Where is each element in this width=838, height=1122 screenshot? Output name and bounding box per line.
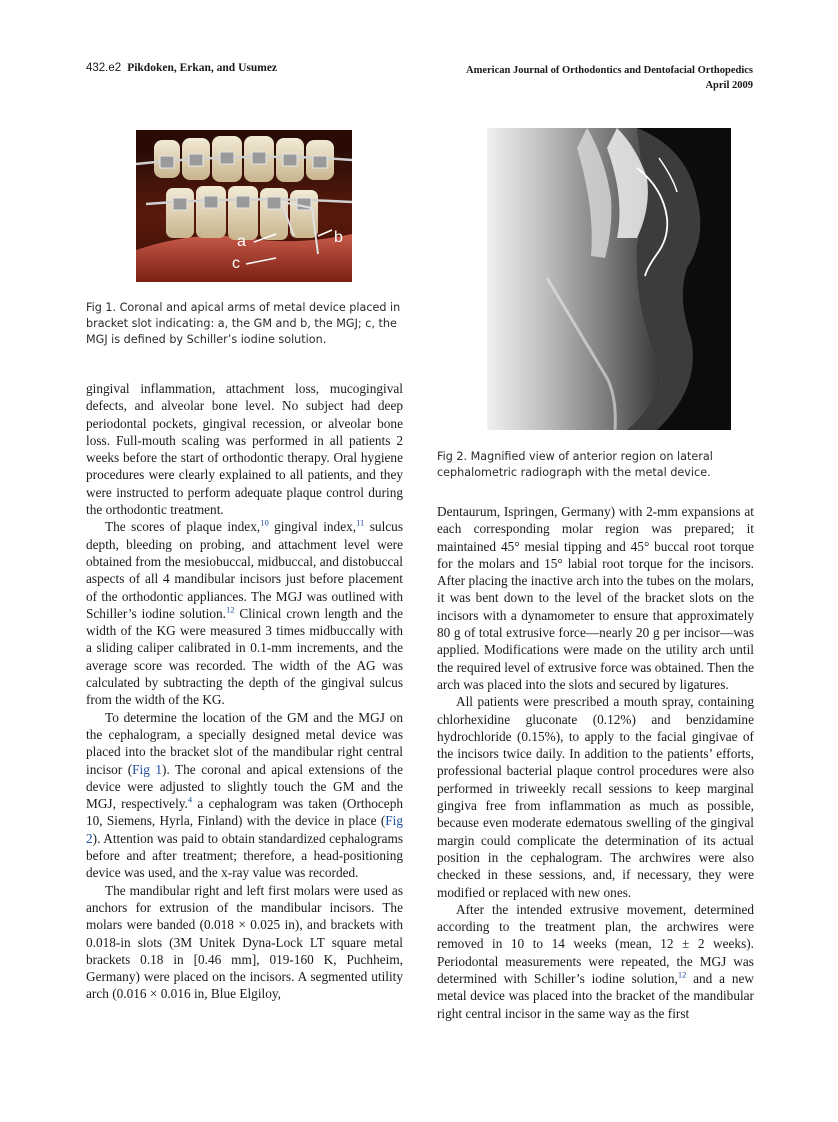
paragraph: To determine the location of the GM and the MGJ on the cephalogram, a specially designed metal device was placed into the bracket slot of the mandibular right central incisor (Fig 1). The coronal and apical extensions of the device were adjusted to slightly touch the GM and the MGJ, respectively.$^4$ a cephalogram was taken (Orthoceph 10, Siemens, Hyrla, Finland) with the device in place (Fig 2). Attention was paid to obtain standardized cephalograms before and after treatment; therefore, a head-positioning device was used, and the x-ray value was recorded. xyxy=(86,709,404,881)
paragraph: The mandibular right and left first molars were used as anchors for extrusion of the mandibular incisors. The molars were banded (0.018 × 0.025 in), and brackets with 0.018-in slots (3M Unitek Dyna-Lock LT square metal brackets 0.18 in [0.46 mm], 019-160 K, Puchheim, Germany) were placed on the incisors. A segmented utility arch (0.016 × 0.016 in, Blue Elgiloy, xyxy=(86,882,403,1002)
figure-2-caption: Fig 2. Magnified view of anterior region on lateral cephalometric radiograph with the metal device. xyxy=(437,450,713,479)
reference-link[interactable]: 12 xyxy=(677,969,687,980)
running-authors: Pikdoken, Erkan, and Usumez xyxy=(127,62,278,74)
running-header-left xyxy=(86,62,277,74)
figure-1-caption: Fig 1. Coronal and apical arms of metal device placed in bracket slot indicating: a, the GM and b, the MGJ; c, the MGJ is defined by Schiller’s iodine solution. xyxy=(86,301,401,346)
paragraph: All patients were prescribed a mouth spray, containing chlorhexidine gluconate (0.12%) and benzidamine hydrochloride (0.15%), to apply to the facial gingivae of the incisors twice daily. In addition to the patients’ efforts, professional bacterial plaque control procedures were also performed in triweekly recall sessions to keep marginal gingiva free from inflammation as much as possible, because even moderate edematous swelling of the gingival margin could complicate the determination of its actual position in the cephalogram. The archwires were also checked in these sessions, and, if necessary, they were modified or replaced with new ones. xyxy=(437,694,754,900)
paragraph: After the intended extrusive movement, determined according to the treatment plan, the archwires were removed in 10 to 14 weeks (mean, 12 ± 2 weeks). Periodontal measurements were repeated, the MGJ was determined with Schiller’s iodine solution,$^{12}$ and a new metal device was placed into the bracket of the mandibular right central incisor in the same way as the first xyxy=(437,901,754,1021)
paragraph: The scores of plaque index,$^{10}$ gingival index,$^{11}$ sulcus depth, bleeding on probing, and attachment level were obtained from the mesiobuccal, midbuccal, and distobuccal aspects of all 4 mandibular incisors just before placement of the orthodontic appliances. The MGJ was outlined with Schiller’s iodine solution.$^{12}$ Clinical crown length and the width of the KG were measured 3 times midbuccally with a sliding caliper calibrated in 0.1-mm increments, and the average score was recorded. The width of the AG was calculated by subtracting the depth of the gingival sulcus from the width of the KG. xyxy=(86,517,403,708)
journal-name: American Journal of Orthodontics and Dentofacial Orthopedics xyxy=(466,65,753,76)
figure-2-radiograph xyxy=(487,128,731,430)
figure-2-illustration xyxy=(487,128,731,430)
page-number: 432.e2 xyxy=(86,62,122,74)
reference-link[interactable]: 11 xyxy=(356,517,365,528)
figure-1-label-b: b xyxy=(334,229,343,246)
reference-link[interactable]: 4 xyxy=(187,794,193,805)
issue-date: April 2009 xyxy=(705,80,753,91)
figure-1-illustration xyxy=(136,130,352,282)
figure-1-label-a: a xyxy=(237,233,246,250)
reference-link[interactable]: 10 xyxy=(260,517,269,528)
figure-1-label-c: c xyxy=(232,255,240,272)
figure-link[interactable]: Fig 1 xyxy=(132,761,163,777)
reference-link[interactable]: 12 xyxy=(225,604,235,615)
body-column-right xyxy=(437,503,754,1022)
paragraph: gingival inflammation, attachment loss, mucogingival defects, and alveolar bone level. No subject had deep periodontal pockets, gingival recession, or alveolar bone loss. Full-mouth scaling was performed in all patients 2 weeks before the start of orthodontic therapy. Oral hygiene procedures were clearly explained to all patients, and they were instructed to perform adequate plaque control during the orthodontic treatment. xyxy=(86,381,403,518)
running-header-right xyxy=(466,63,753,93)
figure-1-photo xyxy=(136,130,352,282)
paragraph: Dentaurum, Ispringen, Germany) with 2-mm expansions at each corresponding molar region was prepared; it maintained 45° mesial tipping and 45° buccal root torque for the molars and 15° labial root torque for the incisors. After placing the inactive arch into the tubes on the molars, it was bent down to the level of the bracket slots on the incisors with a dynamometer to ensure that approximately 80 g of total extrusive force—nearly 20 g per incisor—was applied. Modifications were made on the utility arch until the required level of extrusive force was obtained. Then the arch was placed into the slots and secured by ligatures. xyxy=(437,504,754,692)
figure-link[interactable]: Fig 2 xyxy=(86,813,403,846)
body-column-left xyxy=(86,380,403,1003)
